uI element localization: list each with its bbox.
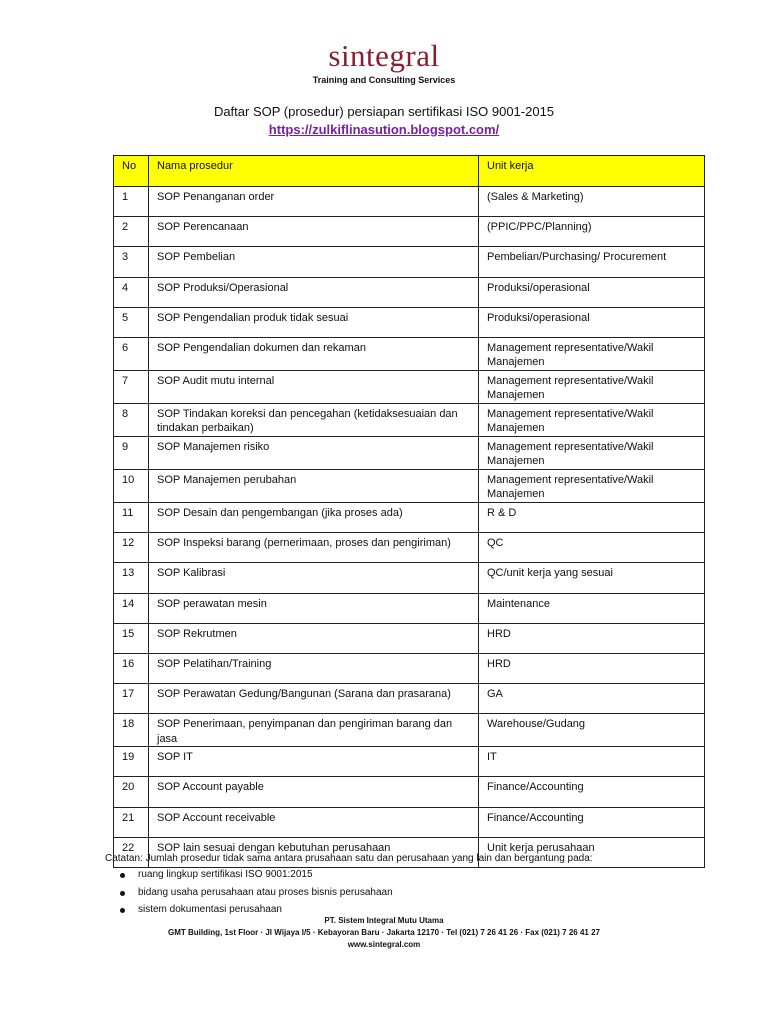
table-row [114,247,705,277]
cell-no: 3 [114,247,149,277]
table-row [114,370,705,403]
brand-tagline: Training and Consulting Services [312,75,456,85]
cell-nama-prosedur: SOP Account receivable [149,807,479,837]
cell-nama-prosedur: SOP Manajemen risiko [149,436,479,469]
cell-nama-prosedur: SOP Pengendalian produk tidak sesuai [149,307,479,337]
table-row [114,436,705,469]
table-row [114,714,705,747]
column-header-no: No [114,156,149,187]
table-row [114,307,705,337]
table-row [114,217,705,247]
table-row [114,777,705,807]
cell-unit-kerja: IT [479,747,705,777]
cell-unit-kerja: Management representative/Wakil Manajemen [479,337,705,370]
cell-nama-prosedur: SOP Kalibrasi [149,563,479,593]
cell-nama-prosedur: SOP Perawatan Gedung/Bangunan (Sarana dan prasarana) [149,684,479,714]
table-row [114,469,705,502]
column-header-unit-kerja: Unit kerja [479,156,705,187]
cell-no: 7 [114,370,149,403]
table-header-row [114,156,705,187]
table-row [114,563,705,593]
cell-nama-prosedur: SOP perawatan mesin [149,593,479,623]
cell-nama-prosedur: SOP Account payable [149,777,479,807]
cell-unit-kerja: QC/unit kerja yang sesuai [479,563,705,593]
table-row [114,593,705,623]
table-row [114,623,705,653]
cell-nama-prosedur: SOP Pelatihan/Training [149,653,479,683]
cell-nama-prosedur: SOP Penanganan order [149,187,479,217]
cell-unit-kerja: Management representative/Wakil Manajemen [479,436,705,469]
cell-unit-kerja: Unit kerja perusahaan [479,837,705,867]
cell-no: 1 [114,187,149,217]
table-row [114,277,705,307]
table-row [114,653,705,683]
cell-no: 4 [114,277,149,307]
table-row [114,747,705,777]
cell-unit-kerja: Warehouse/Gudang [479,714,705,747]
blog-link[interactable]: https://zulkiflinasution.blogspot.com/ [268,122,500,137]
cell-unit-kerja: GA [479,684,705,714]
cell-unit-kerja: Management representative/Wakil Manajemen [479,403,705,436]
cell-nama-prosedur: SOP Produksi/Operasional [149,277,479,307]
cell-nama-prosedur: SOP Penerimaan, penyimpanan dan pengiriman barang dan jasa [149,714,479,747]
cell-nama-prosedur: SOP Desain dan pengembangan (jika proses ada) [149,502,479,532]
cell-unit-kerja: HRD [479,623,705,653]
cell-no: 8 [114,403,149,436]
footer-company: PT. Sistem Integral Mutu Utama [324,916,444,925]
cell-unit-kerja: Pembelian/Purchasing/ Procurement [479,247,705,277]
footer-website: www.sintegral.com [347,940,421,949]
cell-no: 16 [114,653,149,683]
list-item: ruang lingkup sertifikasi ISO 9001:2015 [120,869,393,887]
cell-no: 18 [114,714,149,747]
table-row [114,502,705,532]
list-item: bidang usaha perusahaan atau proses bisnis perusahaan [120,887,393,905]
note-intro: Catatan: Jumlah prosedur tidak sama antara prusahaan satu dan perusahaan yang lain dan bergantung pada: [105,853,593,864]
cell-no: 11 [114,502,149,532]
cell-nama-prosedur: SOP Pengendalian dokumen dan rekaman [149,337,479,370]
cell-no: 12 [114,533,149,563]
cell-nama-prosedur: SOP Pembelian [149,247,479,277]
cell-no: 19 [114,747,149,777]
cell-unit-kerja: HRD [479,653,705,683]
table-row [114,187,705,217]
brand-logo: sintegral [328,38,440,73]
table-row [114,807,705,837]
list-item: sistem dokumentasi perusahaan [120,904,393,922]
cell-nama-prosedur: SOP Manajemen perubahan [149,469,479,502]
note-bullet-list [120,869,393,922]
cell-unit-kerja: QC [479,533,705,563]
cell-no: 10 [114,469,149,502]
cell-unit-kerja: (PPIC/PPC/Planning) [479,217,705,247]
table-row [114,337,705,370]
table-row [114,684,705,714]
cell-no: 22 [114,837,149,867]
cell-nama-prosedur: SOP Inspeksi barang (pernerimaan, proses dan pengiriman) [149,533,479,563]
cell-unit-kerja: R & D [479,502,705,532]
cell-unit-kerja: Produksi/operasional [479,307,705,337]
cell-no: 17 [114,684,149,714]
column-header-nama-prosedur: Nama prosedur [149,156,479,187]
cell-unit-kerja: Finance/Accounting [479,807,705,837]
cell-no: 21 [114,807,149,837]
cell-no: 5 [114,307,149,337]
cell-no: 13 [114,563,149,593]
table-row [114,533,705,563]
table-row [114,403,705,436]
cell-nama-prosedur: SOP Audit mutu internal [149,370,479,403]
table-body [114,187,705,868]
cell-nama-prosedur: SOP Tindakan koreksi dan pencegahan (ketidaksesuaian dan tindakan perbaikan) [149,403,479,436]
cell-no: 2 [114,217,149,247]
document-title: Daftar SOP (prosedur) persiapan sertifikasi ISO 9001-2015 [213,104,555,119]
footer-address: GMT Building, 1st Floor · Jl Wijaya I/5 · Kebayoran Baru · Jakarta 12170 · Tel (021) 7 26 41 26 · Fax (021) 7 26 41 27 [168,928,600,937]
sop-table [113,155,705,868]
cell-nama-prosedur: SOP lain sesuai dengan kebutuhan perusahaan [149,837,479,867]
cell-nama-prosedur: SOP Rekrutmen [149,623,479,653]
cell-nama-prosedur: SOP Perencanaan [149,217,479,247]
cell-no: 6 [114,337,149,370]
cell-unit-kerja: Management representative/Wakil Manajemen [479,469,705,502]
cell-no: 20 [114,777,149,807]
cell-no: 15 [114,623,149,653]
cell-unit-kerja: Produksi/operasional [479,277,705,307]
cell-nama-prosedur: SOP IT [149,747,479,777]
cell-no: 9 [114,436,149,469]
cell-unit-kerja: Maintenance [479,593,705,623]
cell-unit-kerja: (Sales & Marketing) [479,187,705,217]
cell-unit-kerja: Finance/Accounting [479,777,705,807]
cell-no: 14 [114,593,149,623]
cell-unit-kerja: Management representative/Wakil Manajemen [479,370,705,403]
